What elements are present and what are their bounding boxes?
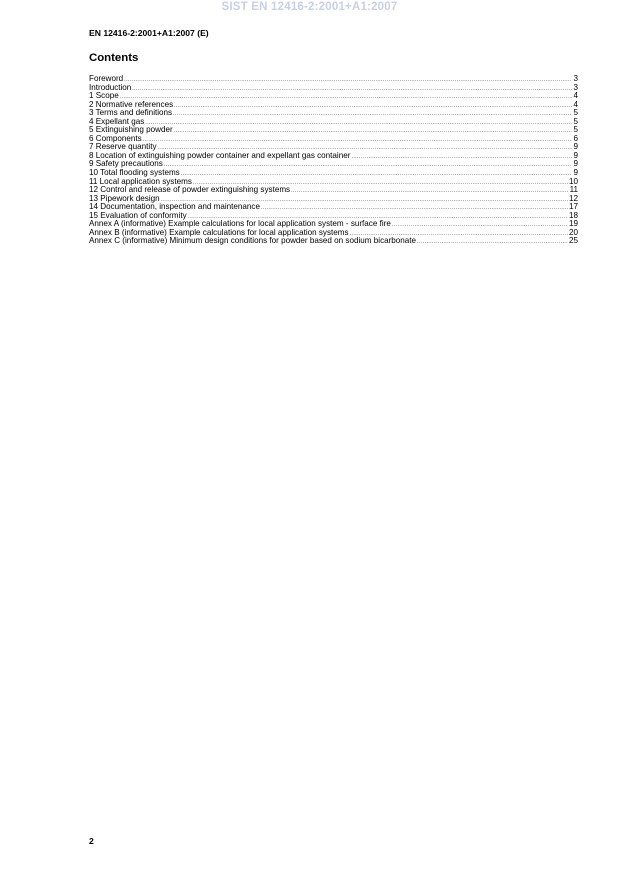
toc-entry-label: 10 Total flooding systems xyxy=(89,168,180,178)
toc-entry-label: 3 Terms and definitions xyxy=(89,108,173,118)
toc-entry-label: 5 Extinguishing powder xyxy=(89,125,173,135)
toc-entry-page: 10 xyxy=(568,176,578,186)
toc-dot-leader xyxy=(174,102,572,111)
toc-dot-leader xyxy=(291,187,568,196)
toc-entry-page: 25 xyxy=(568,236,578,246)
toc-dot-leader xyxy=(174,127,573,136)
toc-dot-leader xyxy=(143,136,573,145)
toc-entry-page: 4 xyxy=(573,99,578,109)
toc-entry-label: Annex B (informative) Example calculations for local application systems xyxy=(89,227,349,237)
toc-entry-page: 9 xyxy=(573,168,578,178)
toc-entry-page: 9 xyxy=(573,150,578,160)
toc-dot-leader xyxy=(417,238,568,247)
toc-entry-components[interactable] xyxy=(89,135,578,144)
document-id-header: EN 12416-2:2001+A1:2007 (E) xyxy=(89,28,209,38)
toc-entry-page: 11 xyxy=(569,185,578,195)
toc-entry-page: 5 xyxy=(573,108,578,118)
toc-dot-leader xyxy=(173,110,572,119)
toc-entry-page: 19 xyxy=(568,219,578,229)
toc-dot-leader xyxy=(261,204,568,213)
toc-entry-label: Annex A (informative) Example calculations for local application system - surface fire xyxy=(89,219,391,229)
contents-heading: Contents xyxy=(89,52,139,64)
toc-entry-page: 4 xyxy=(573,91,578,101)
page-number: 2 xyxy=(89,836,94,846)
toc-entry-label: Foreword xyxy=(89,74,124,83)
toc-entry-page: 9 xyxy=(573,159,578,169)
toc-entry-label: 11 Local application systems xyxy=(89,176,192,186)
toc-entry-label: Annex C (informative) Minimum design conditions for powder based on sodium bicarbonate xyxy=(89,236,417,246)
toc-dot-leader xyxy=(124,76,572,85)
toc-entry-label: 7 Reserve quantity xyxy=(89,142,157,152)
toc-dot-leader xyxy=(392,221,568,230)
toc-entry-foreword[interactable] xyxy=(89,75,578,84)
toc-entry-page: 12 xyxy=(568,193,578,203)
toc-entry-page: 17 xyxy=(568,202,578,212)
toc-entry-label: 2 Normative references xyxy=(89,99,174,109)
toc-entry-label: 4 Expellant gas xyxy=(89,116,145,126)
toc-entry-label: 15 Evaluation of conformity xyxy=(89,210,187,220)
toc-entry-annex-c[interactable] xyxy=(89,237,578,246)
table-of-contents xyxy=(89,75,578,246)
toc-entry-label: 8 Location of extinguishing powder container and expellant gas container xyxy=(89,150,351,160)
toc-entry-page: 5 xyxy=(573,116,578,126)
toc-dot-leader xyxy=(132,85,572,94)
toc-entry-label: 6 Components xyxy=(89,133,142,143)
toc-entry-terms-and-definitions[interactable] xyxy=(89,109,578,118)
toc-entry-introduction[interactable] xyxy=(89,84,578,93)
toc-entry-control-and-release[interactable] xyxy=(89,186,578,195)
toc-entry-label: 1 Scope xyxy=(89,91,119,101)
toc-entry-page: 18 xyxy=(568,210,578,220)
toc-entry-label: 13 Pipework design xyxy=(89,193,160,203)
toc-entry-label: 9 Safety precautions xyxy=(89,159,163,169)
toc-entry-page: 6 xyxy=(573,133,578,143)
toc-entry-page: 9 xyxy=(573,142,578,152)
toc-dot-leader xyxy=(351,153,572,162)
toc-entry-label: 14 Documentation, inspection and maintenance xyxy=(89,202,260,212)
toc-entry-extinguishing-powder[interactable] xyxy=(89,126,578,135)
toc-entry-page: 3 xyxy=(573,82,578,92)
watermark: SIST EN 12416-2:2001+A1:2007 xyxy=(221,1,398,13)
toc-dot-leader xyxy=(181,170,573,179)
toc-dot-leader xyxy=(145,119,572,128)
toc-entry-label: 12 Control and release of powder extinguishing systems xyxy=(89,185,291,195)
toc-entry-label: Introduction xyxy=(89,82,132,92)
toc-entry-page: 3 xyxy=(573,74,578,83)
toc-dot-leader xyxy=(120,93,573,102)
toc-entry-page: 20 xyxy=(568,227,578,237)
toc-entry-page: 5 xyxy=(573,125,578,135)
toc-dot-leader xyxy=(164,161,573,170)
